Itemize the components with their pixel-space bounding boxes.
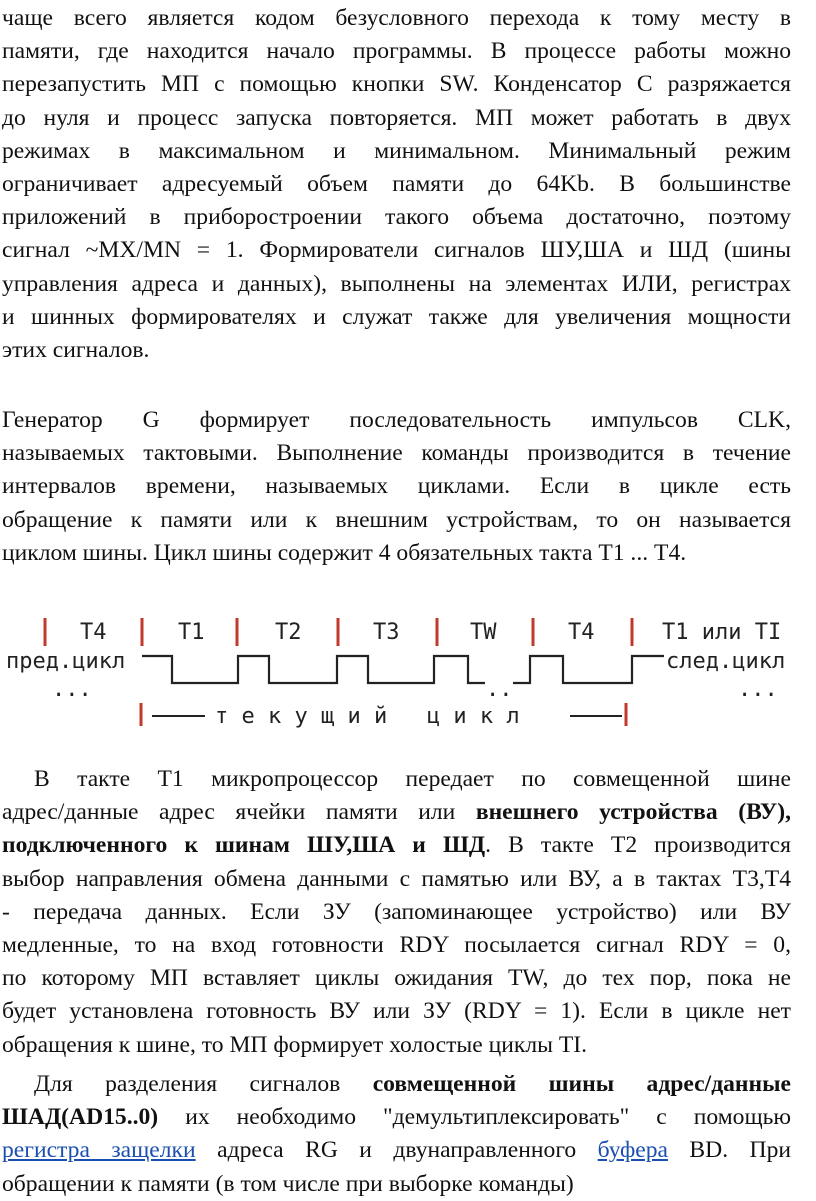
paragraph-clock-generator bbox=[2, 404, 791, 570]
text-segment: Для разделения сигналов bbox=[34, 1071, 373, 1097]
text-line bbox=[2, 1101, 791, 1134]
text-line bbox=[2, 1134, 791, 1167]
text-line: циклом шины. Цикл шины содержит 4 обязательных такта Т1 ... Т4. bbox=[2, 539, 687, 566]
gap-ellipsis: .. bbox=[486, 677, 513, 702]
text-line bbox=[2, 1068, 791, 1101]
phase-label: T4 bbox=[80, 620, 107, 645]
text-line: выбор направления обмена данными с памятью или ВУ, а в тактах Т3,Т4 bbox=[2, 865, 791, 892]
bus-cycle-timing-diagram bbox=[0, 606, 816, 736]
text-line: - передача данных. Если ЗУ (запоминающее устройство) или ВУ bbox=[2, 898, 791, 925]
text-segment: их необходимо "демультиплексировать" с помощью bbox=[158, 1104, 791, 1131]
phase-label: T1 или TI bbox=[662, 620, 782, 645]
text-line: чаще всего является кодом безусловного перехода к тому месту в bbox=[2, 5, 791, 31]
text-line: медленные, то на вход готовности RDY посылается сигнал RDY = 0, bbox=[2, 931, 791, 958]
clock-waveform-left bbox=[142, 656, 485, 683]
link-latch-register[interactable]: регистра защелки bbox=[2, 1137, 196, 1164]
text-line: сигнал ~MX/MN = 1. Формирователи сигналов ШУ,ША и ШД (шины bbox=[2, 237, 791, 264]
prev-cycle-label: пред.цикл bbox=[6, 649, 126, 674]
current-cycle-label: т е к у щ и й ц и к л bbox=[215, 704, 520, 729]
text-line: управления адреса и данных), выполнены на элементах ИЛИ, регистрах bbox=[2, 270, 791, 297]
phase-label: T4 bbox=[568, 620, 595, 645]
text-line: В такте Т1 микропроцессор передает по совмещенной шине bbox=[34, 766, 791, 792]
text-line: перезапустить МП с помощью кнопки SW. Конденсатор С разряжается bbox=[2, 71, 791, 98]
right-ellipsis: ... bbox=[738, 677, 778, 702]
text-line: по которому МП вставляет циклы ожидания TW, до тех пор, пока не bbox=[2, 965, 791, 992]
phase-label: TW bbox=[470, 620, 497, 645]
text-segment: . В такте Т2 производится bbox=[485, 832, 791, 859]
text-line: этих сигналов. bbox=[2, 336, 150, 363]
text-line: Генератор G формирует последовательность импульсов CLK, bbox=[2, 407, 791, 433]
paragraph-processor-modes bbox=[2, 2, 791, 367]
link-buffer[interactable]: буфера bbox=[597, 1137, 668, 1164]
text-line bbox=[2, 796, 791, 829]
phase-label: T3 bbox=[373, 620, 400, 645]
paragraph-demultiplexing bbox=[2, 1068, 791, 1201]
text-segment: BD. При bbox=[667, 1137, 791, 1164]
bold-segment: подключенного к шинам ШУ,ША и ШД bbox=[2, 832, 486, 859]
left-ellipsis: ... bbox=[52, 677, 92, 702]
text-line: обращении к памяти (в том числе при выборке команды) bbox=[2, 1170, 574, 1197]
bold-segment: внешнего устройства (ВУ), bbox=[475, 799, 791, 826]
text-line: ограничивает адресуемый объем памяти до 64Kb. В большинстве bbox=[2, 170, 791, 197]
clock-waveform-right bbox=[513, 656, 664, 683]
text-line: до нуля и процесс запуска повторяется. МП может работать в двух bbox=[2, 104, 791, 131]
text-line: будет установлена готовность ВУ или ЗУ (RDY = 1). Если в цикле нет bbox=[2, 998, 791, 1025]
text-line: и шинных формирователях и служат также для увеличения мощности bbox=[2, 303, 791, 330]
paragraph-bus-cycle-steps bbox=[2, 763, 791, 1062]
next-cycle-label: след.цикл bbox=[666, 649, 786, 674]
text-line bbox=[2, 829, 791, 862]
text-line: обращение к памяти или к внешним устройствам, то он называется bbox=[2, 506, 791, 533]
phase-label: T2 bbox=[275, 620, 302, 645]
bold-segment: ШАД(AD15..0) bbox=[2, 1104, 159, 1131]
text-line: памяти, где находится начало программы. В процессе работы можно bbox=[2, 38, 791, 65]
text-line: приложений в приборостроении такого объема достаточно, поэтому bbox=[2, 204, 791, 231]
text-line: интервалов времени, называемых циклами. Если в цикле есть bbox=[2, 473, 791, 500]
text-segment: адрес/данные адрес ячейки памяти или bbox=[2, 799, 476, 826]
text-line: называемых тактовыми. Выполнение команды производится в течение bbox=[2, 440, 791, 467]
text-segment: адреса RG и двунаправленного bbox=[195, 1137, 598, 1164]
bold-segment: совмещенной шины адрес/данные bbox=[372, 1071, 792, 1097]
text-line: обращения к шине, то МП формирует холостые циклы TI. bbox=[2, 1031, 588, 1058]
text-line: режимах в максимальном и минимальном. Минимальный режим bbox=[2, 137, 791, 164]
phase-label: T1 bbox=[178, 620, 205, 645]
